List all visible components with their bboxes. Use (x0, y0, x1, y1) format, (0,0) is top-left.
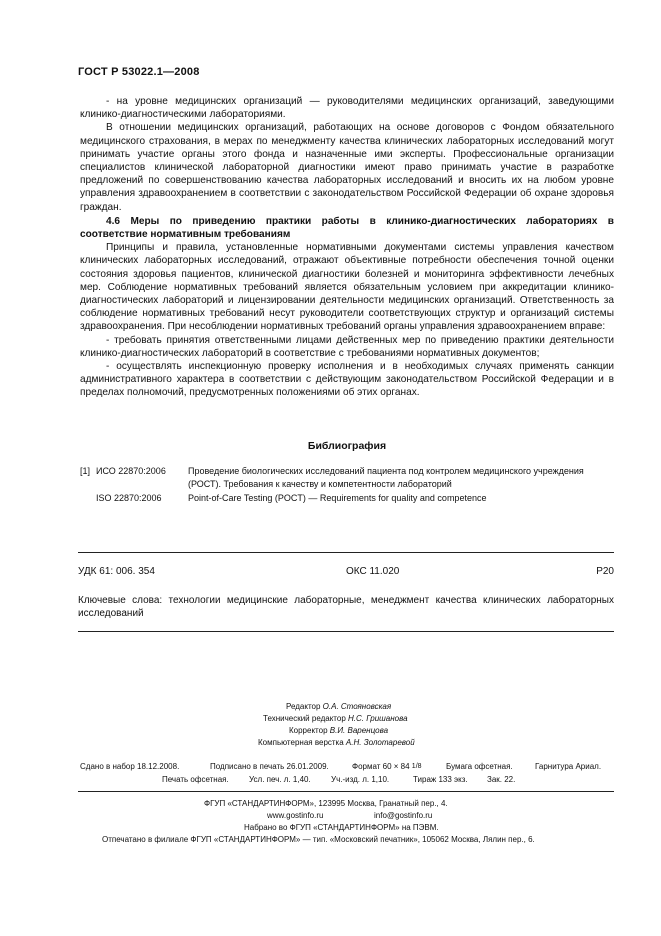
font-type: Гарнитура Ариал. (535, 762, 602, 771)
sign-date: Подписано в печать 26.01.2009. (210, 762, 329, 771)
bibliography-item-number (80, 492, 96, 505)
credit-role: Компьютерная верстка (258, 738, 344, 747)
bibliography-list (80, 465, 614, 506)
credit-role: Технический редактор (263, 714, 346, 723)
bibliography-item (80, 492, 614, 505)
print-run: Тираж 133 экз. (413, 775, 468, 784)
paragraph-5: - осуществлять инспекционную проверку исполнения и в необходимых случаях применять санкции административного характера в соответствии с действующим законодательством Российской Федерации и в пределах полномочий, предусмотренных положениями об этих органах. (80, 361, 614, 399)
publisher-printed: Отпечатано в филиале ФГУП «СТАНДАРТИНФОРМ» — тип. «Московский печатник», 105062 Москва, Лялин пер., 6. (102, 835, 535, 844)
paragraph-4: - требовать принятия ответственными лицами действенных мер по приведению практики деятельности клинико-диагностических лабораторий в соответствие с требованиями нормативных документов; (80, 334, 614, 359)
credit-role: Редактор (286, 702, 321, 711)
bibliography-item-text: Проведение биологических исследований пациента под контролем медицинского учреждения (РОСТ). Требования к качеству и компетентности лабораторий (188, 466, 584, 489)
publisher-website: www.gostinfo.ru (267, 811, 324, 820)
credit-corrector (289, 725, 388, 737)
bibliography-item (80, 465, 614, 491)
credit-tech-editor (263, 713, 408, 725)
body-text (80, 95, 614, 400)
paper-type: Бумага офсетная. (446, 762, 513, 771)
paragraph-3: Принципы и правила, установленные нормативными документами системы управления качеством клинических лабораторных исследований, отражают объективные потребности обеспечения точной оценки состояния здоровья пациентов, клинической диагностики болезней и мониторинга эффективности лечебных мер. Соблюдение нормативных требований является обязательным условием при аккредитации клинико-диагностических лабораторий и лицензировании деятельности медицинских организаций. Ответственность за соблюдение нормативных требований несут руководители соответствующих структур и организаций системы здравоохранения. При несоблюдении нормативных требований органы управления здравоохранением вправе: (80, 242, 614, 333)
credit-name: А.Н. Золотаревой (345, 738, 415, 747)
bibliography-item-code: ISO 22870:2006 (96, 493, 162, 503)
print-type: Печать офсетная. (162, 775, 229, 784)
order-number: Зак. 22. (487, 775, 516, 784)
print-sheets: Усл. печ. л. 1,40. (249, 775, 311, 784)
paragraph-2: В отношении медицинских организаций, работающих на основе договоров с Фондом обязательного медицинского страхования, в мерах по менеджменту качества клинических лабораторных исследований могут принимать участие органы этого фонда и назначенные ими эксперты. Профессиональные организации специалистов клинической лабораторной диагностики имеют право принимать участие в разработке предложений по совершенствованию качества лабораторных исследований и вносить их на любом уровне управления здравоохранением в соответствии с законодательством Российской Федерации об охране здоровья граждан. (80, 122, 614, 213)
bibliography-title: Библиография (307, 440, 387, 452)
credit-role: Корректор (289, 726, 328, 735)
publishing-sheets: Уч.-изд. л. 1,10. (331, 775, 390, 784)
group-code: Р20 (596, 566, 614, 577)
credit-name: О.А. Стояновская (322, 702, 392, 711)
credit-name: Н.С. Гришанова (348, 714, 408, 723)
bibliography-item-text: Point-of-Care Testing (POCT) — Requirements for quality and competence (188, 493, 487, 503)
bottom-divider (78, 631, 614, 632)
udc-code: УДК 61: 006. 354 (78, 566, 155, 577)
publisher-typeset: Набрано во ФГУП «СТАНДАРТИНФОРМ» на ПЭВМ. (244, 823, 439, 832)
standard-header: ГОСТ Р 53022.1—2008 (78, 66, 200, 78)
paragraph-1: - на уровне медицинских организаций — руководителями медицинских организаций, заведующими клинико-диагностическими лабораториями. (80, 96, 614, 121)
publisher-divider (78, 791, 614, 792)
publisher-address: ФГУП «СТАНДАРТИНФОРМ», 123995 Москва, Гранатный пер., 4. (204, 799, 448, 808)
format-fraction: 1/8 (411, 763, 422, 770)
section-heading-4-6: 4.6 Меры по приведению практики работы в клинико-диагностических лабораториях в соответствие нормативным требованиям (80, 215, 614, 241)
bibliography-item-code: ИСО 22870:2006 (96, 466, 166, 476)
keywords: Ключевые слова: технологии медицинские лабораторные, менеджмент качества клинических лабораторных исследований (78, 595, 614, 619)
credit-name: В.И. Варенцова (329, 726, 389, 735)
format-label: Формат 60 × 84 (352, 762, 410, 771)
credit-editor (286, 701, 391, 713)
publisher-email: info@gostinfo.ru (374, 811, 433, 820)
top-divider (78, 552, 614, 553)
bibliography-item-number: [1] (80, 466, 91, 476)
set-date: Сдано в набор 18.12.2008. (80, 762, 180, 771)
credit-layout (258, 737, 415, 749)
oks-code: ОКС 11.020 (346, 566, 400, 577)
print-format (352, 760, 422, 774)
